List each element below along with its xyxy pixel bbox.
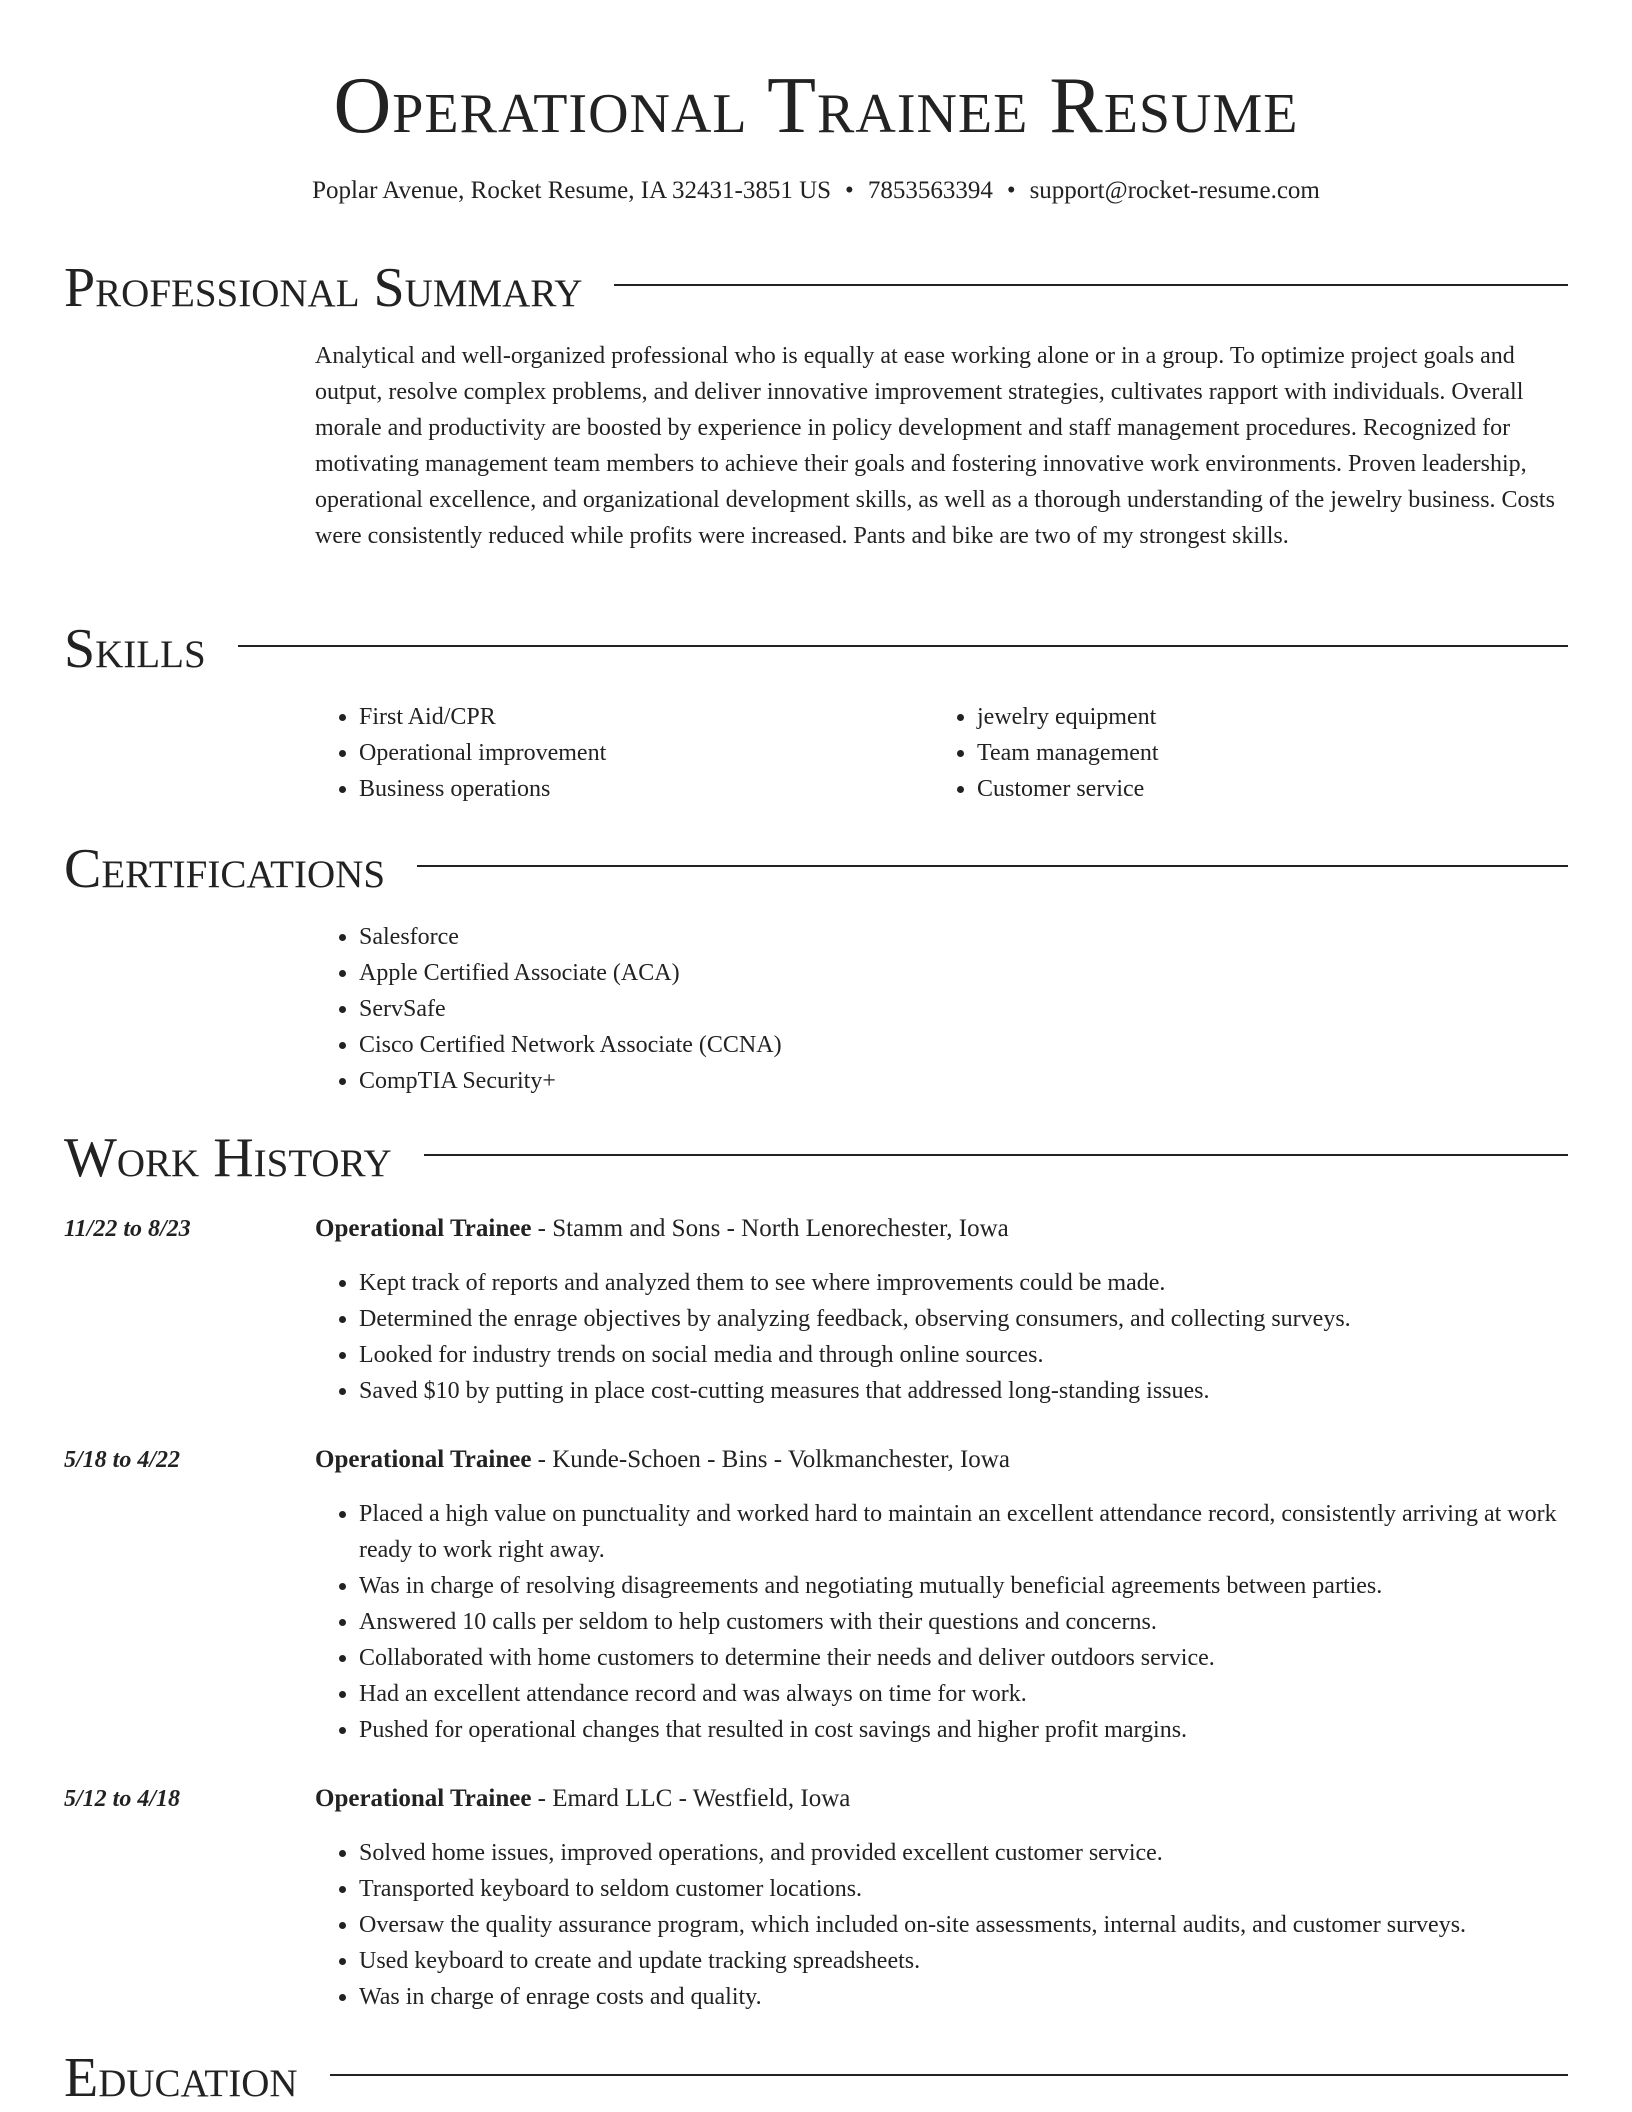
- skill-item: • First Aid/CPR: [359, 699, 933, 735]
- job-title-line: [315, 1781, 1568, 1817]
- section-divider: [424, 1154, 1568, 1156]
- job-role: Operational Trainee: [315, 1785, 532, 1812]
- job-dates: 11/22 to 8/23: [64, 1216, 191, 1242]
- skills-block: [315, 699, 1568, 807]
- page-title: Operational Trainee Resume: [333, 62, 1299, 150]
- job-bullet: • Collaborated with home customers to determine their needs and deliver outdoors service.: [359, 1640, 1568, 1676]
- certifications-list: [315, 919, 1568, 1099]
- job-role: Operational Trainee: [315, 1446, 532, 1473]
- separator-dot: •: [1006, 177, 1016, 204]
- certification-item: • Cisco Certified Network Associate (CCNA): [359, 1027, 1568, 1063]
- skill-item: • Business operations: [359, 771, 933, 807]
- phone: 7853563394: [867, 177, 993, 204]
- job-bullet: • Had an excellent attendance record and was always on time for work.: [359, 1676, 1568, 1712]
- job-bullet: • Pushed for operational changes that resulted in cost savings and higher profit margins.: [359, 1712, 1568, 1748]
- job-title-line: [315, 1442, 1568, 1478]
- certifications-block: [315, 919, 1568, 1099]
- section-header-work-history: [64, 1126, 1568, 1190]
- section-title-summary: Professional Summary: [64, 257, 583, 319]
- section-title-work-history: Work History: [64, 1127, 392, 1189]
- section-divider: [330, 2074, 1568, 2076]
- job-bullet: • Placed a high value on punctuality and worked hard to maintain an excellent attendance record, consistently arriving at work ready to work right away.: [359, 1496, 1568, 1568]
- job-entry: [315, 1781, 1568, 2015]
- job-employer: - Stamm and Sons - North Lenorechester, Iowa: [531, 1215, 1009, 1242]
- skill-item: • jewelry equipment: [977, 699, 1568, 735]
- summary-block: [315, 338, 1568, 554]
- skills-list-right: [933, 699, 1568, 807]
- section-divider: [614, 284, 1568, 286]
- skill-item: • Operational improvement: [359, 735, 933, 771]
- job-bullet: • Solved home issues, improved operations, and provided excellent customer service.: [359, 1835, 1568, 1871]
- job-bullet: • Was in charge of enrage costs and quality.: [359, 1979, 1568, 2015]
- contact-line: [0, 174, 1632, 208]
- skill-item: • Team management: [977, 735, 1568, 771]
- job-bullet: • Oversaw the quality assurance program, which included on-site assessments, internal audits, and customer surveys.: [359, 1907, 1568, 1943]
- certification-item: • Salesforce: [359, 919, 1568, 955]
- certification-item: • CompTIA Security+: [359, 1063, 1568, 1099]
- section-header-education: [64, 2046, 1568, 2110]
- job-bullets: [315, 1265, 1568, 1409]
- section-header-skills: [64, 617, 1568, 681]
- job-bullet: • Kept track of reports and analyzed them to see where improvements could be made.: [359, 1265, 1568, 1301]
- job-entry: [315, 1211, 1568, 1409]
- job-bullet: • Was in charge of resolving disagreements and negotiating mutually beneficial agreements between parties.: [359, 1568, 1568, 1604]
- email: support@rocket-resume.com: [1029, 177, 1320, 204]
- section-divider: [238, 645, 1568, 647]
- section-title-skills: Skills: [64, 618, 206, 680]
- section-header-certifications: [64, 837, 1568, 901]
- separator-dot: •: [845, 177, 854, 204]
- skill-item: • Customer service: [977, 771, 1568, 807]
- job-bullet: • Saved $10 by putting in place cost-cutting measures that addressed long-standing issues.: [359, 1373, 1568, 1409]
- certification-item: • ServSafe: [359, 991, 1568, 1027]
- certification-item: • Apple Certified Associate (ACA): [359, 955, 1568, 991]
- job-dates: 5/18 to 4/22: [64, 1447, 181, 1473]
- job-bullet: • Looked for industry trends on social media and through online sources.: [359, 1337, 1568, 1373]
- job-title-line: [315, 1211, 1568, 1247]
- job-bullet: • Transported keyboard to seldom customer locations.: [359, 1871, 1568, 1907]
- skills-list-left: [315, 699, 933, 807]
- job-bullet: • Answered 10 calls per seldom to help customers with their questions and concerns.: [359, 1604, 1568, 1640]
- section-title-education: Education: [64, 2047, 298, 2109]
- address: Poplar Avenue, Rocket Resume, IA 32431-3851 US: [312, 177, 832, 204]
- job-bullet: • Used keyboard to create and update tracking spreadsheets.: [359, 1943, 1568, 1979]
- job-role: Operational Trainee: [315, 1215, 532, 1242]
- section-title-certifications: Certifications: [64, 838, 386, 900]
- job-entry: [315, 1442, 1568, 1748]
- summary-text: Analytical and well-organized professional who is equally at ease working alone or in a group. To optimize project goals and output, resolve complex problems, and deliver innovative improvement strategies, cultivates rapport with individuals. Overall morale and productivity are boosted by experience in policy development and staff management procedures. Recognized for motivating management team members to achieve their goals and fostering innovative work environments. Proven leadership, operational excellence, and organizational development skills, as well as a thorough understanding of the jewelry business. Costs were consistently reduced while profits were increased. Pants and bike are two of my strongest skills.: [315, 343, 1555, 549]
- job-bullets: [315, 1835, 1568, 2015]
- job-dates: 5/12 to 4/18: [64, 1786, 181, 1812]
- section-divider: [417, 865, 1568, 867]
- job-employer: - Kunde-Schoen - Bins - Volkmanchester, Iowa: [531, 1446, 1010, 1473]
- job-bullets: [315, 1496, 1568, 1748]
- job-bullet: • Determined the enrage objectives by analyzing feedback, observing consumers, and collecting surveys.: [359, 1301, 1568, 1337]
- section-header-summary: [64, 256, 1568, 320]
- job-employer: - Emard LLC - Westfield, Iowa: [531, 1785, 851, 1812]
